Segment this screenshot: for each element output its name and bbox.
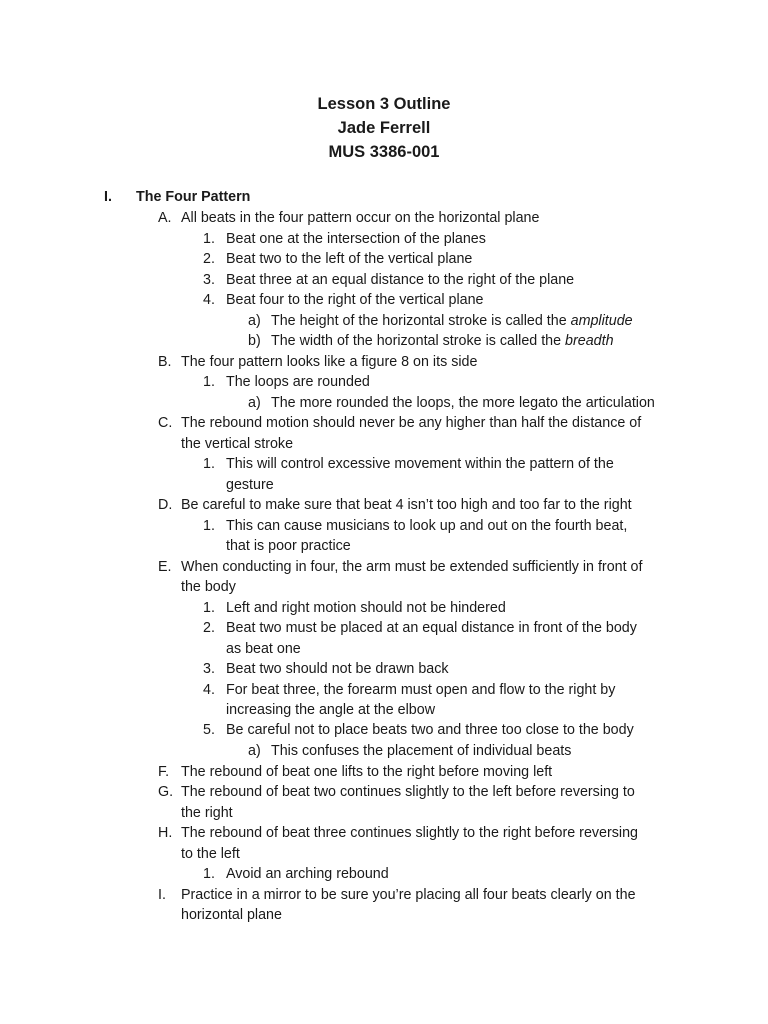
outline-item-i-line2: horizontal plane [181,907,282,923]
amplitude-term: amplitude [570,313,633,329]
breadth-term: breadth [565,333,614,349]
outline-item-e5a: This confuses the placement of individual beats [271,743,572,759]
outline-item-c-line1: The rebound motion should never be any higher than half the distance of [181,415,642,431]
outline-item-a: All beats in the four pattern occur on the horizontal plane [181,210,540,226]
lesson-title: Lesson 3 Outline [317,95,451,113]
item-label-d1: 1. [203,518,215,534]
outline-item-a2: Beat two to the left of the vertical plane [226,251,473,267]
item-label-i: I. [158,887,166,903]
outline-item-a1: Beat one at the intersection of the planes [226,231,486,247]
outline-item-a4: Beat four to the right of the vertical plane [226,292,484,308]
outline-item-h-line1: The rebound of beat three continues slightly to the right before reversing [181,825,638,841]
item-label-e1: 1. [203,600,215,616]
item-label-b: B. [158,354,172,370]
outline-item-a3: Beat three at an equal distance to the right of the plane [226,272,575,288]
outline-item-c1-line2: gesture [226,477,274,493]
outline-item-b: The four pattern looks like a figure 8 on its side [181,354,478,370]
outline-item-e-line2: the body [181,579,236,595]
item-label-a1: 1. [203,231,215,247]
outline-item-b1a: The more rounded the loops, the more legato the articulation [271,395,655,411]
item-label-b1a: a) [248,395,261,411]
item-label-f: F. [158,764,170,780]
outline-item-e4-line1: For beat three, the forearm must open and flow to the right by [226,682,616,698]
item-label-a4b: b) [248,333,261,349]
item-label-e5a: a) [248,743,261,759]
item-label-e2: 2. [203,620,215,636]
outline-item-d1-line1: This can cause musicians to look up and out on the fourth beat, [226,518,628,534]
outline-item-c-line2: the vertical stroke [181,436,294,452]
a4b-text: The width of the horizontal stroke is called the [271,333,566,349]
item-label-a3: 3. [203,272,215,288]
outline-item-e3: Beat two should not be drawn back [226,661,449,677]
item-label-b1: 1. [203,374,215,390]
section-number: I. [104,189,112,205]
outline-item-g-line1: The rebound of beat two continues slightly to the left before reversing to [181,784,635,800]
outline-item-i-line1: Practice in a mirror to be sure you’re placing all four beats clearly on the [181,887,636,903]
item-label-c: C. [158,415,173,431]
item-label-h1: 1. [203,866,215,882]
outline-item-c1-line1: This will control excessive movement within the pattern of the [226,456,614,472]
item-label-a4: 4. [203,292,215,308]
outline-item-a4a [271,311,633,331]
document-header [0,92,768,164]
item-label-e4: 4. [203,682,215,698]
item-label-a: A. [158,210,172,226]
course-code: MUS 3386-001 [328,143,440,161]
outline-item-d1-line2: that is poor practice [226,538,351,554]
a4a-text: The height of the horizontal stroke is called the [271,313,571,329]
outline-item-e2-line1: Beat two must be placed at an equal distance in front of the body [226,620,637,636]
item-label-a2: 2. [203,251,215,267]
item-label-e: E. [158,559,172,575]
author-name: Jade Ferrell [337,119,431,137]
outline-item-f: The rebound of beat one lifts to the right before moving left [181,764,553,780]
outline-item-a4b [271,331,614,351]
outline-item-e2-line2: as beat one [226,641,301,657]
outline-item-h-line2: to the left [181,846,240,862]
item-label-d: D. [158,497,173,513]
item-label-e5: 5. [203,722,215,738]
outline-item-e-line1: When conducting in four, the arm must be extended sufficiently in front of [181,559,643,575]
outline-item-e5: Be careful not to place beats two and three too close to the body [226,722,634,738]
outline-item-h1: Avoid an arching rebound [226,866,389,882]
outline-item-d: Be careful to make sure that beat 4 isn’t too high and too far to the right [181,497,632,513]
section-title: The Four Pattern [136,189,251,205]
item-label-c1: 1. [203,456,215,472]
outline-item-b1: The loops are rounded [226,374,370,390]
outline-item-g-line2: the right [181,805,233,821]
item-label-g: G. [158,784,174,800]
item-label-e3: 3. [203,661,215,677]
item-label-h: H. [158,825,173,841]
outline-item-e1: Left and right motion should not be hindered [226,600,506,616]
outline-item-e4-line2: increasing the angle at the elbow [226,702,436,718]
item-label-a4a: a) [248,313,261,329]
